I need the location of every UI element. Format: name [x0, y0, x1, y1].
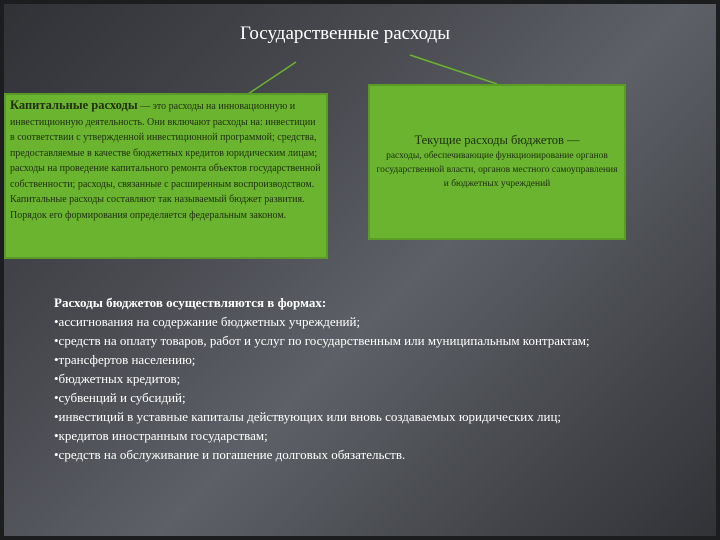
connector-left	[248, 62, 296, 94]
list-item: •кредитов иностранным государствам;	[54, 428, 268, 443]
list-item: •субвенций и субсидий;	[54, 390, 186, 405]
current-expenses-box	[368, 84, 626, 240]
current-expenses-text: расходы, обеспечивающие функционирование органов государственной власти, органов местного самоуправления и бюджетных учреждений	[376, 151, 618, 189]
forms-lead: Расходы бюджетов осуществляются в формах:	[54, 295, 327, 310]
list-item: •трансфертов населению;	[54, 352, 196, 367]
list-item: •средств на обслуживание и погашение долговых обязательств.	[54, 447, 406, 462]
connector-right	[410, 55, 497, 84]
list-item: •бюджетных кредитов;	[54, 371, 181, 386]
capital-expenses-box	[4, 93, 328, 259]
list-item: •инвестиций в уставные капиталы действующих или вновь создаваемых юридических лиц;	[54, 409, 562, 424]
slide-title: Государственные расходы	[240, 23, 450, 44]
list-item: •ассигнования на содержание бюджетных учреждений;	[54, 314, 361, 329]
list-item: •средств на оплату товаров, работ и услуг по государственным или муниципальным контрактам;	[54, 333, 590, 348]
current-expenses-heading: Текущие расходы бюджетов —	[414, 133, 580, 147]
capital-expenses-heading: Капитальные расходы	[10, 98, 138, 112]
capital-expenses-text: — это расходы на инновационную и инвестиционную деятельность. Они включают расходы на: инвестиции в соответствии с утвержденной инвестиционной программой; средства, предоставляемые в качестве бюджетных кредитов юридическим лицам; расходы на проведение капитального ремонта объектов государственной собственности; расходы, связанные с расширенным воспроизводством. Капитальные расходы составляют так называемый бюджет развития. Порядок его формирования определяется федеральным законом.	[10, 101, 321, 221]
expense-forms-list	[54, 293, 674, 464]
